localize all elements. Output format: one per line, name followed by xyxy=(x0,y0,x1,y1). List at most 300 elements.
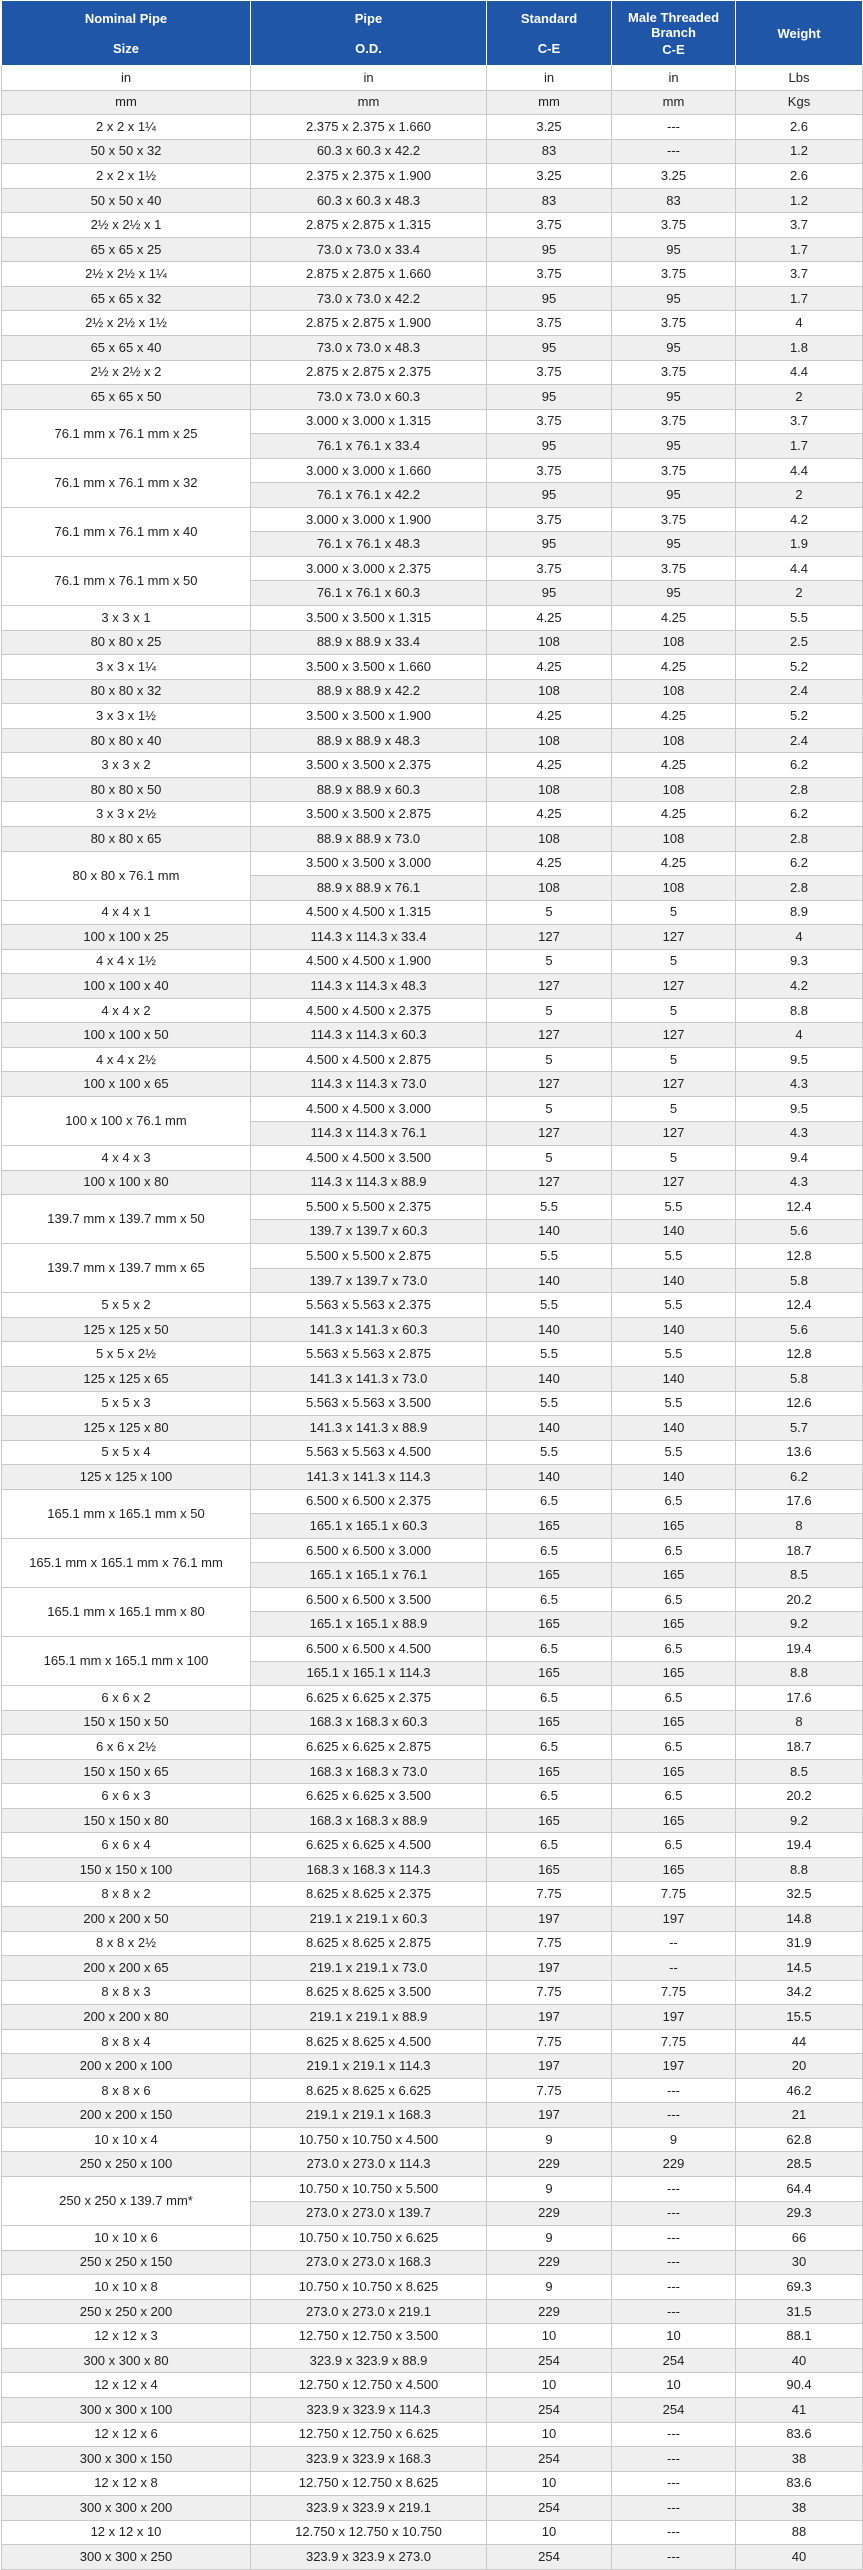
branch-ce-cell: --- xyxy=(612,2103,736,2128)
pipe-od-cell: 60.3 x 60.3 x 48.3 xyxy=(251,188,487,213)
branch-ce-cell: --- xyxy=(612,2201,736,2226)
standard-ce-cell: 10 xyxy=(487,2324,612,2349)
pipe-od-cell: 88.9 x 88.9 x 42.2 xyxy=(251,679,487,704)
nominal-size-cell: 100 x 100 x 80 xyxy=(2,1170,251,1195)
standard-ce-cell: 6.5 xyxy=(487,1538,612,1563)
standard-ce-cell: 7.75 xyxy=(487,1882,612,1907)
unit-cell: in xyxy=(251,66,487,91)
weight-cell: 1.7 xyxy=(736,286,863,311)
pipe-od-cell: 141.3 x 141.3 x 60.3 xyxy=(251,1317,487,1342)
standard-ce-cell: 140 xyxy=(487,1366,612,1391)
weight-cell: 2.8 xyxy=(736,777,863,802)
standard-ce-cell: 5.5 xyxy=(487,1244,612,1269)
branch-ce-cell: 3.75 xyxy=(612,262,736,287)
weight-cell: 9.5 xyxy=(736,1096,863,1121)
table-row xyxy=(2,1956,863,1981)
standard-ce-cell: 3.75 xyxy=(487,360,612,385)
pipe-od-cell: 141.3 x 141.3 x 73.0 xyxy=(251,1366,487,1391)
standard-ce-cell: 83 xyxy=(487,139,612,164)
nominal-size-cell: 100 x 100 x 65 xyxy=(2,1072,251,1097)
table-row xyxy=(2,1637,863,1662)
branch-ce-cell: 5 xyxy=(612,1146,736,1171)
pipe-od-cell: 2.875 x 2.875 x 1.315 xyxy=(251,213,487,238)
nominal-size-cell: 6 x 6 x 4 xyxy=(2,1833,251,1858)
pipe-reducing-tee-table xyxy=(1,0,863,2570)
nominal-size-cell: 6 x 6 x 3 xyxy=(2,1784,251,1809)
branch-ce-cell: 95 xyxy=(612,532,736,557)
weight-cell: 9.3 xyxy=(736,949,863,974)
table-row xyxy=(2,556,863,581)
table-row xyxy=(2,188,863,213)
nominal-size-cell: 125 x 125 x 80 xyxy=(2,1416,251,1441)
table-row xyxy=(2,164,863,189)
standard-ce-cell: 6.5 xyxy=(487,1587,612,1612)
pipe-od-cell: 6.500 x 6.500 x 3.000 xyxy=(251,1538,487,1563)
weight-cell: 8.5 xyxy=(736,1563,863,1588)
weight-cell: 4.4 xyxy=(736,556,863,581)
standard-ce-cell: 254 xyxy=(487,2397,612,2422)
branch-ce-cell: 197 xyxy=(612,2054,736,2079)
nominal-size-cell: 125 x 125 x 100 xyxy=(2,1465,251,1490)
standard-ce-cell: 7.75 xyxy=(487,2029,612,2054)
table-row xyxy=(2,409,863,434)
standard-ce-cell: 165 xyxy=(487,1857,612,1882)
nominal-size-cell: 5 x 5 x 2 xyxy=(2,1293,251,1318)
branch-ce-cell: 95 xyxy=(612,385,736,410)
unit-cell: in xyxy=(487,66,612,91)
standard-ce-cell: 5 xyxy=(487,1047,612,1072)
pipe-od-cell: 8.625 x 8.625 x 4.500 xyxy=(251,2029,487,2054)
weight-cell: 6.2 xyxy=(736,1465,863,1490)
pipe-od-cell: 12.750 x 12.750 x 3.500 xyxy=(251,2324,487,2349)
nominal-size-cell: 3 x 3 x 1½ xyxy=(2,704,251,729)
branch-ce-cell: --- xyxy=(612,2545,736,2570)
branch-ce-cell: 108 xyxy=(612,876,736,901)
weight-cell: 46.2 xyxy=(736,2078,863,2103)
standard-ce-cell: 140 xyxy=(487,1219,612,1244)
table-row xyxy=(2,2029,863,2054)
branch-ce-cell: --- xyxy=(612,2299,736,2324)
unit-cell: in xyxy=(612,66,736,91)
standard-ce-cell: 3.75 xyxy=(487,213,612,238)
nominal-size-cell: 200 x 200 x 65 xyxy=(2,1956,251,1981)
weight-cell: 2.4 xyxy=(736,728,863,753)
nominal-size-cell: 250 x 250 x 150 xyxy=(2,2250,251,2275)
table-row xyxy=(2,1170,863,1195)
pipe-od-cell: 60.3 x 60.3 x 42.2 xyxy=(251,139,487,164)
standard-ce-cell: 165 xyxy=(487,1759,612,1784)
unit-cell: Kgs xyxy=(736,90,863,115)
units-row-metric xyxy=(2,90,863,115)
pipe-od-cell: 168.3 x 168.3 x 114.3 xyxy=(251,1857,487,1882)
nominal-size-cell: 250 x 250 x 200 xyxy=(2,2299,251,2324)
nominal-size-cell: 2 x 2 x 1½ xyxy=(2,164,251,189)
standard-ce-cell: 127 xyxy=(487,1023,612,1048)
weight-cell: 12.8 xyxy=(736,1244,863,1269)
branch-ce-cell: 83 xyxy=(612,188,736,213)
branch-ce-cell: 4.25 xyxy=(612,851,736,876)
header-nominal-pipe-size: Nominal Pipe Size xyxy=(2,1,251,66)
pipe-od-cell: 88.9 x 88.9 x 76.1 xyxy=(251,876,487,901)
pipe-od-cell: 6.500 x 6.500 x 3.500 xyxy=(251,1587,487,1612)
branch-ce-cell: --- xyxy=(612,2471,736,2496)
table-row xyxy=(2,1072,863,1097)
pipe-od-cell: 88.9 x 88.9 x 48.3 xyxy=(251,728,487,753)
branch-ce-cell: 229 xyxy=(612,2152,736,2177)
standard-ce-cell: 6.5 xyxy=(487,1833,612,1858)
branch-ce-cell: -- xyxy=(612,1956,736,1981)
weight-cell: 1.8 xyxy=(736,336,863,361)
branch-ce-cell: 9 xyxy=(612,2127,736,2152)
nominal-size-cell: 8 x 8 x 4 xyxy=(2,2029,251,2054)
branch-ce-cell: 5.5 xyxy=(612,1440,736,1465)
standard-ce-cell: 197 xyxy=(487,1907,612,1932)
pipe-od-cell: 12.750 x 12.750 x 10.750 xyxy=(251,2520,487,2545)
nominal-size-cell: 76.1 mm x 76.1 mm x 50 xyxy=(2,556,251,605)
branch-ce-cell: 5.5 xyxy=(612,1342,736,1367)
pipe-od-cell: 2.875 x 2.875 x 2.375 xyxy=(251,360,487,385)
table-row xyxy=(2,311,863,336)
weight-cell: 2.8 xyxy=(736,826,863,851)
weight-cell: 19.4 xyxy=(736,1637,863,1662)
weight-cell: 88.1 xyxy=(736,2324,863,2349)
pipe-od-cell: 10.750 x 10.750 x 4.500 xyxy=(251,2127,487,2152)
weight-cell: 3.7 xyxy=(736,409,863,434)
table-row xyxy=(2,1023,863,1048)
standard-ce-cell: 127 xyxy=(487,974,612,999)
pipe-od-cell: 273.0 x 273.0 x 219.1 xyxy=(251,2299,487,2324)
standard-ce-cell: 127 xyxy=(487,1170,612,1195)
pipe-od-cell: 10.750 x 10.750 x 8.625 xyxy=(251,2275,487,2300)
pipe-od-cell: 3.000 x 3.000 x 2.375 xyxy=(251,556,487,581)
branch-ce-cell: 5.5 xyxy=(612,1391,736,1416)
branch-ce-cell: 127 xyxy=(612,1072,736,1097)
table-row xyxy=(2,974,863,999)
weight-cell: 1.7 xyxy=(736,434,863,459)
weight-cell: 9.2 xyxy=(736,1612,863,1637)
table-row xyxy=(2,1907,863,1932)
standard-ce-cell: 254 xyxy=(487,2496,612,2521)
nominal-size-cell: 250 x 250 x 139.7 mm* xyxy=(2,2177,251,2226)
standard-ce-cell: 95 xyxy=(487,483,612,508)
table-row xyxy=(2,458,863,483)
table-row xyxy=(2,1735,863,1760)
weight-cell: 2 xyxy=(736,581,863,606)
pipe-od-cell: 4.500 x 4.500 x 3.500 xyxy=(251,1146,487,1171)
standard-ce-cell: 7.75 xyxy=(487,1931,612,1956)
branch-ce-cell: 6.5 xyxy=(612,1784,736,1809)
table-row xyxy=(2,1416,863,1441)
table-row xyxy=(2,2422,863,2447)
standard-ce-cell: 3.75 xyxy=(487,458,612,483)
weight-cell: 18.7 xyxy=(736,1538,863,1563)
standard-ce-cell: 6.5 xyxy=(487,1735,612,1760)
standard-ce-cell: 108 xyxy=(487,826,612,851)
standard-ce-cell: 165 xyxy=(487,1612,612,1637)
table-row xyxy=(2,1710,863,1735)
pipe-od-cell: 2.375 x 2.375 x 1.660 xyxy=(251,115,487,140)
pipe-od-cell: 165.1 x 165.1 x 60.3 xyxy=(251,1514,487,1539)
weight-cell: 12.6 xyxy=(736,1391,863,1416)
standard-ce-cell: 140 xyxy=(487,1268,612,1293)
standard-ce-cell: 9 xyxy=(487,2177,612,2202)
standard-ce-cell: 229 xyxy=(487,2299,612,2324)
nominal-size-cell: 4 x 4 x 3 xyxy=(2,1146,251,1171)
table-row xyxy=(2,507,863,532)
standard-ce-cell: 5 xyxy=(487,998,612,1023)
branch-ce-cell: 3.75 xyxy=(612,556,736,581)
standard-ce-cell: 9 xyxy=(487,2127,612,2152)
branch-ce-cell: 165 xyxy=(612,1710,736,1735)
pipe-od-cell: 5.500 x 5.500 x 2.875 xyxy=(251,1244,487,1269)
standard-ce-cell: 229 xyxy=(487,2250,612,2275)
pipe-od-cell: 114.3 x 114.3 x 76.1 xyxy=(251,1121,487,1146)
weight-cell: 62.8 xyxy=(736,2127,863,2152)
standard-ce-cell: 127 xyxy=(487,925,612,950)
pipe-od-cell: 323.9 x 323.9 x 168.3 xyxy=(251,2447,487,2472)
table-row xyxy=(2,1857,863,1882)
pipe-od-cell: 3.500 x 3.500 x 2.875 xyxy=(251,802,487,827)
branch-ce-cell: --- xyxy=(612,115,736,140)
branch-ce-cell: --- xyxy=(612,139,736,164)
branch-ce-cell: 5 xyxy=(612,900,736,925)
branch-ce-cell: 254 xyxy=(612,2397,736,2422)
branch-ce-cell: 127 xyxy=(612,1170,736,1195)
pipe-od-cell: 3.500 x 3.500 x 1.660 xyxy=(251,655,487,680)
standard-ce-cell: 4.25 xyxy=(487,802,612,827)
nominal-size-cell: 150 x 150 x 80 xyxy=(2,1808,251,1833)
pipe-od-cell: 323.9 x 323.9 x 88.9 xyxy=(251,2348,487,2373)
table-row xyxy=(2,1047,863,1072)
nominal-size-cell: 4 x 4 x 1½ xyxy=(2,949,251,974)
pipe-od-cell: 323.9 x 323.9 x 273.0 xyxy=(251,2545,487,2570)
standard-ce-cell: 229 xyxy=(487,2201,612,2226)
branch-ce-cell: 140 xyxy=(612,1366,736,1391)
standard-ce-cell: 3.75 xyxy=(487,556,612,581)
weight-cell: 8.8 xyxy=(736,998,863,1023)
table-row xyxy=(2,630,863,655)
branch-ce-cell: 6.5 xyxy=(612,1587,736,1612)
pipe-od-cell: 323.9 x 323.9 x 219.1 xyxy=(251,2496,487,2521)
pipe-od-cell: 2.875 x 2.875 x 1.900 xyxy=(251,311,487,336)
standard-ce-cell: 140 xyxy=(487,1465,612,1490)
table-row xyxy=(2,2275,863,2300)
table-row xyxy=(2,237,863,262)
nominal-size-cell: 6 x 6 x 2½ xyxy=(2,1735,251,1760)
table-row xyxy=(2,2226,863,2251)
nominal-size-cell: 12 x 12 x 4 xyxy=(2,2373,251,2398)
nominal-size-cell: 12 x 12 x 8 xyxy=(2,2471,251,2496)
branch-ce-cell: 95 xyxy=(612,483,736,508)
table-row xyxy=(2,1808,863,1833)
standard-ce-cell: 4.25 xyxy=(487,753,612,778)
weight-cell: 83.6 xyxy=(736,2422,863,2447)
nominal-size-cell: 200 x 200 x 80 xyxy=(2,2005,251,2030)
nominal-size-cell: 3 x 3 x 1¼ xyxy=(2,655,251,680)
pipe-od-cell: 3.500 x 3.500 x 3.000 xyxy=(251,851,487,876)
standard-ce-cell: 95 xyxy=(487,532,612,557)
weight-cell: 29.3 xyxy=(736,2201,863,2226)
branch-ce-cell: 127 xyxy=(612,1121,736,1146)
weight-cell: 20.2 xyxy=(736,1587,863,1612)
table-row xyxy=(2,777,863,802)
branch-ce-cell: 3.75 xyxy=(612,409,736,434)
table-row xyxy=(2,1538,863,1563)
weight-cell: 2.6 xyxy=(736,115,863,140)
standard-ce-cell: 10 xyxy=(487,2373,612,2398)
standard-ce-cell: 95 xyxy=(487,385,612,410)
nominal-size-cell: 8 x 8 x 6 xyxy=(2,2078,251,2103)
branch-ce-cell: 165 xyxy=(612,1857,736,1882)
branch-ce-cell: 3.75 xyxy=(612,458,736,483)
weight-cell: 8.8 xyxy=(736,1857,863,1882)
nominal-size-cell: 2½ x 2½ x 2 xyxy=(2,360,251,385)
weight-cell: 32.5 xyxy=(736,1882,863,1907)
weight-cell: 5.5 xyxy=(736,606,863,631)
branch-ce-cell: 165 xyxy=(612,1612,736,1637)
nominal-size-cell: 3 x 3 x 2½ xyxy=(2,802,251,827)
weight-cell: 1.9 xyxy=(736,532,863,557)
standard-ce-cell: 165 xyxy=(487,1563,612,1588)
weight-cell: 8 xyxy=(736,1514,863,1539)
table-row xyxy=(2,1440,863,1465)
branch-ce-cell: 108 xyxy=(612,777,736,802)
table-row xyxy=(2,655,863,680)
pipe-od-cell: 6.500 x 6.500 x 2.375 xyxy=(251,1489,487,1514)
standard-ce-cell: 9 xyxy=(487,2275,612,2300)
branch-ce-cell: 108 xyxy=(612,630,736,655)
pipe-od-cell: 76.1 x 76.1 x 33.4 xyxy=(251,434,487,459)
weight-cell: 20 xyxy=(736,2054,863,2079)
table-row xyxy=(2,1980,863,2005)
nominal-size-cell: 2½ x 2½ x 1 xyxy=(2,213,251,238)
standard-ce-cell: 83 xyxy=(487,188,612,213)
weight-cell: 90.4 xyxy=(736,2373,863,2398)
branch-ce-cell: 6.5 xyxy=(612,1686,736,1711)
weight-cell: 4 xyxy=(736,311,863,336)
nominal-size-cell: 8 x 8 x 2 xyxy=(2,1882,251,1907)
nominal-size-cell: 4 x 4 x 1 xyxy=(2,900,251,925)
nominal-size-cell: 65 x 65 x 40 xyxy=(2,336,251,361)
nominal-size-cell: 10 x 10 x 8 xyxy=(2,2275,251,2300)
weight-cell: 1.2 xyxy=(736,139,863,164)
pipe-od-cell: 5.563 x 5.563 x 2.875 xyxy=(251,1342,487,1367)
weight-cell: 4.2 xyxy=(736,507,863,532)
standard-ce-cell: 127 xyxy=(487,1072,612,1097)
header-weight: Weight xyxy=(736,1,863,66)
pipe-od-cell: 3.000 x 3.000 x 1.660 xyxy=(251,458,487,483)
nominal-size-cell: 10 x 10 x 6 xyxy=(2,2226,251,2251)
nominal-size-cell: 150 x 150 x 100 xyxy=(2,1857,251,1882)
pipe-od-cell: 139.7 x 139.7 x 60.3 xyxy=(251,1219,487,1244)
table-row xyxy=(2,1931,863,1956)
table-row xyxy=(2,1882,863,1907)
branch-ce-cell: 4.25 xyxy=(612,606,736,631)
nominal-size-cell: 139.7 mm x 139.7 mm x 50 xyxy=(2,1195,251,1244)
branch-ce-cell: 6.5 xyxy=(612,1833,736,1858)
table-row xyxy=(2,679,863,704)
weight-cell: 5.6 xyxy=(736,1219,863,1244)
table-header xyxy=(2,1,863,66)
weight-cell: 4.3 xyxy=(736,1072,863,1097)
pipe-od-cell: 273.0 x 273.0 x 168.3 xyxy=(251,2250,487,2275)
pipe-od-cell: 10.750 x 10.750 x 6.625 xyxy=(251,2226,487,2251)
weight-cell: 6.2 xyxy=(736,802,863,827)
table-row xyxy=(2,2177,863,2202)
weight-cell: 15.5 xyxy=(736,2005,863,2030)
branch-ce-cell: 3.75 xyxy=(612,213,736,238)
standard-ce-cell: 165 xyxy=(487,1808,612,1833)
standard-ce-cell: 5 xyxy=(487,1096,612,1121)
pipe-od-cell: 273.0 x 273.0 x 114.3 xyxy=(251,2152,487,2177)
weight-cell: 2.8 xyxy=(736,876,863,901)
nominal-size-cell: 3 x 3 x 2 xyxy=(2,753,251,778)
nominal-size-cell: 150 x 150 x 50 xyxy=(2,1710,251,1735)
nominal-size-cell: 125 x 125 x 50 xyxy=(2,1317,251,1342)
branch-ce-cell: --- xyxy=(612,2520,736,2545)
nominal-size-cell: 4 x 4 x 2 xyxy=(2,998,251,1023)
pipe-od-cell: 6.625 x 6.625 x 2.875 xyxy=(251,1735,487,1760)
pipe-od-cell: 76.1 x 76.1 x 42.2 xyxy=(251,483,487,508)
table-row xyxy=(2,2127,863,2152)
weight-cell: 1.2 xyxy=(736,188,863,213)
branch-ce-cell: 5 xyxy=(612,949,736,974)
weight-cell: 6.2 xyxy=(736,753,863,778)
weight-cell: 69.3 xyxy=(736,2275,863,2300)
nominal-size-cell: 250 x 250 x 100 xyxy=(2,2152,251,2177)
pipe-od-cell: 168.3 x 168.3 x 73.0 xyxy=(251,1759,487,1784)
branch-ce-cell: 254 xyxy=(612,2348,736,2373)
standard-ce-cell: 3.75 xyxy=(487,311,612,336)
standard-ce-cell: 5.5 xyxy=(487,1391,612,1416)
standard-ce-cell: 4.25 xyxy=(487,606,612,631)
pipe-od-cell: 219.1 x 219.1 x 168.3 xyxy=(251,2103,487,2128)
weight-cell: 83.6 xyxy=(736,2471,863,2496)
weight-cell: 12.8 xyxy=(736,1342,863,1367)
unit-cell: in xyxy=(2,66,251,91)
pipe-od-cell: 73.0 x 73.0 x 42.2 xyxy=(251,286,487,311)
table-row xyxy=(2,1244,863,1269)
weight-cell: 40 xyxy=(736,2348,863,2373)
weight-cell: 8 xyxy=(736,1710,863,1735)
standard-ce-cell: 3.75 xyxy=(487,507,612,532)
branch-ce-cell: --- xyxy=(612,2177,736,2202)
pipe-od-cell: 219.1 x 219.1 x 60.3 xyxy=(251,1907,487,1932)
branch-ce-cell: 10 xyxy=(612,2373,736,2398)
table-row xyxy=(2,2324,863,2349)
table-row xyxy=(2,900,863,925)
standard-ce-cell: 165 xyxy=(487,1710,612,1735)
standard-ce-cell: 197 xyxy=(487,2054,612,2079)
nominal-size-cell: 200 x 200 x 50 xyxy=(2,1907,251,1932)
branch-ce-cell: 5 xyxy=(612,998,736,1023)
standard-ce-cell: 108 xyxy=(487,728,612,753)
standard-ce-cell: 6.5 xyxy=(487,1784,612,1809)
weight-cell: 4 xyxy=(736,925,863,950)
weight-cell: 38 xyxy=(736,2496,863,2521)
pipe-od-cell: 4.500 x 4.500 x 1.315 xyxy=(251,900,487,925)
pipe-od-cell: 139.7 x 139.7 x 73.0 xyxy=(251,1268,487,1293)
pipe-od-cell: 88.9 x 88.9 x 73.0 xyxy=(251,826,487,851)
pipe-od-cell: 3.000 x 3.000 x 1.315 xyxy=(251,409,487,434)
table-row xyxy=(2,728,863,753)
branch-ce-cell: 7.75 xyxy=(612,2029,736,2054)
table-row xyxy=(2,213,863,238)
pipe-od-cell: 4.500 x 4.500 x 2.875 xyxy=(251,1047,487,1072)
nominal-size-cell: 300 x 300 x 80 xyxy=(2,2348,251,2373)
standard-ce-cell: 5 xyxy=(487,949,612,974)
pipe-od-cell: 219.1 x 219.1 x 73.0 xyxy=(251,1956,487,1981)
